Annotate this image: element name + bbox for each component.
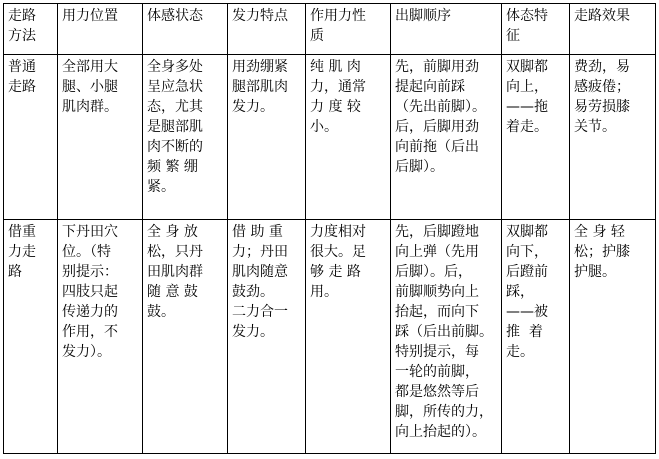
header-cell-force-nature: 作用力性 质: [306, 4, 391, 55]
table-cell: 普通 走路: [4, 55, 58, 220]
table-row-normal-walking: [4, 55, 656, 220]
table-cell: 全 身 放 松，只丹 田肌肉群 随 意 鼓 鼓。: [143, 220, 228, 454]
table-row-gravity-walking: [4, 220, 656, 454]
table-header-row: [4, 4, 656, 55]
table-cell: 力度相对 很大。足 够 走 路 用。: [306, 220, 391, 454]
table-cell: 先，前脚用劲 提起向前踩 （先出前脚）。 后，后脚用劲 向前拖（后出 后脚）。: [391, 55, 502, 220]
header-cell-posture: 体态特 征: [502, 4, 570, 55]
table-cell: 先，后脚蹬地 向上弹（先用 后脚）。后， 前脚顺势向上 抬起，而向下 踩（后出前脚。 特别提示，每 一轮的前脚， 都是悠然等后 脚，所传的力， 向上抬起的）。: [391, 220, 502, 454]
walking-method-comparison-table: [3, 3, 656, 454]
table-cell: 费劲，易 感疲倦； 易劳损膝 关节。: [570, 55, 656, 220]
table-cell: 双脚都 向上， ——拖 着走。: [502, 55, 570, 220]
table-cell: 下丹田穴 位。（特 别提示： 四肢只起 传递力的 作用，不 发力）。: [58, 220, 143, 454]
table-cell: 纯 肌 肉 力，通常 力 度 较 小。: [306, 55, 391, 220]
table-cell: 全部用大 腿、小腿 肌肉群。: [58, 55, 143, 220]
table-cell: 双脚都 向下， 后蹬前 踩， ——被 推 着 走。: [502, 220, 570, 454]
header-cell-foot-order: 出脚顺序: [391, 4, 502, 55]
header-cell-force-location: 用力位置: [58, 4, 143, 55]
header-cell-walking-effect: 走路效果: [570, 4, 656, 55]
table-cell: 全身多处 呈应急状 态，尤其 是腿部肌 肉不断的 频 繁 绷 紧。: [143, 55, 228, 220]
header-cell-force-characteristics: 发力特点: [228, 4, 306, 55]
header-cell-walking-method: 走路 方法: [4, 4, 58, 55]
table-cell: 借 助 重 力；丹田 肌肉随意 鼓劲。 二力合一 发力。: [228, 220, 306, 454]
table-cell: 借重 力走 路: [4, 220, 58, 454]
header-cell-body-state: 体感状态: [143, 4, 228, 55]
table-cell: 用劲绷紧 腿部肌肉 发力。: [228, 55, 306, 220]
table-cell: 全 身 轻 松；护膝 护腿。: [570, 220, 656, 454]
